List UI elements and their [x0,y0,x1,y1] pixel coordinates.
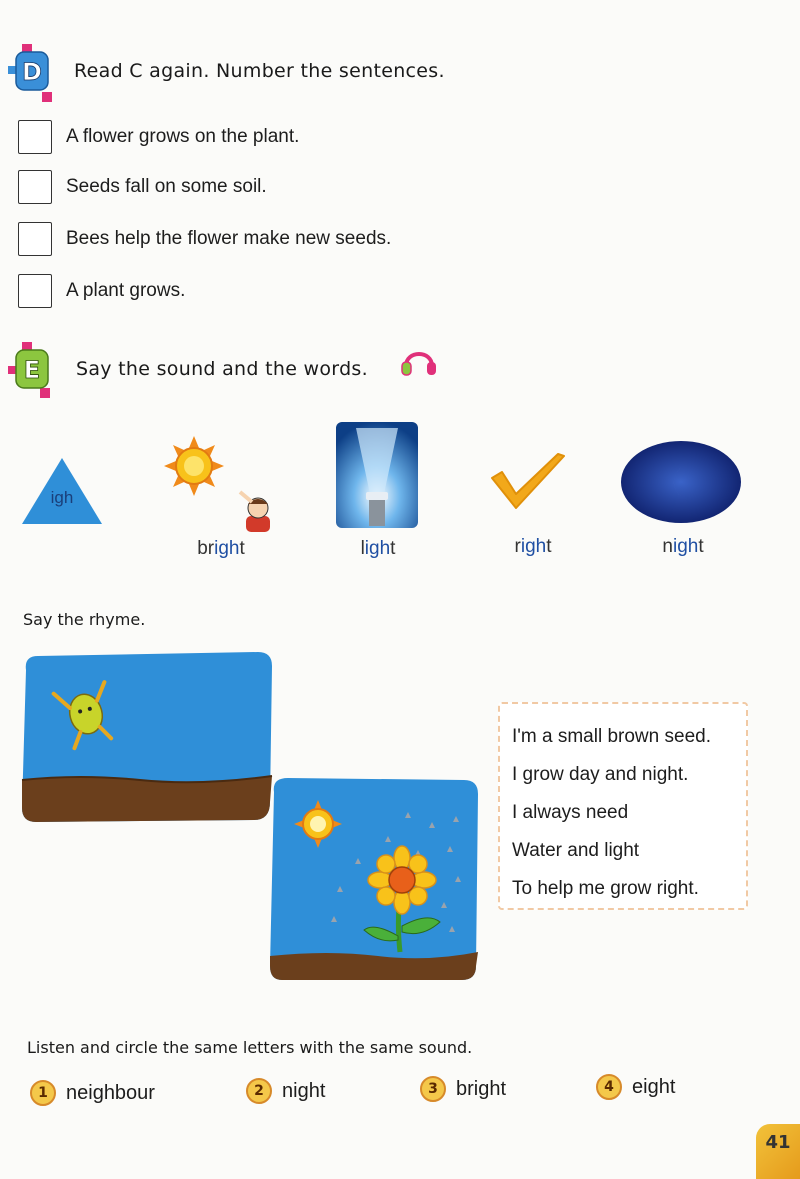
sentence-row [18,272,185,310]
word-light [318,538,438,560]
option-number-badge: 3 [420,1076,446,1102]
word-part: br [197,538,215,559]
flower-growing-picture [268,776,480,982]
listen-instruction: Listen and circle the same letters with the same sound. [27,1038,473,1057]
seed-falling-picture [20,652,274,824]
option-word: neighbour [66,1081,155,1104]
option-number-badge: 2 [246,1078,272,1104]
word-highlight: igh [672,536,699,557]
section-d-letter: D [22,58,42,86]
section-e-badge [8,342,52,400]
rhyme-line: Water and light [512,840,640,861]
sentence-text: Bees help the flower make new seeds. [66,228,392,249]
section-d-instruction: Read C again. Number the sentences. [74,60,445,82]
word-part: t [390,538,396,559]
check-mark-icon [488,450,568,514]
word-part: l [360,538,365,559]
sentence-row [18,118,299,156]
rhyme-card [498,702,748,910]
word-highlight: igh [214,538,240,559]
rhyme-line: I grow day and night. [512,764,689,785]
rhyme-line: To help me grow right. [512,878,699,899]
section-d-badge [8,44,52,102]
option-word: night [282,1079,326,1102]
word-part: t [239,538,245,559]
number-box[interactable] [18,222,52,256]
option-4[interactable] [596,1074,675,1100]
word-part: t [698,536,704,557]
word-bright [161,538,281,560]
rhyme-heading: Say the rhyme. [23,610,146,629]
number-box[interactable] [18,274,52,308]
word-part: n [662,536,673,557]
section-e-letter: E [23,356,41,384]
rhyme-line: I always need [512,802,629,823]
sentence-text: A plant grows. [66,280,186,301]
sentence-row [18,220,391,258]
option-1[interactable] [30,1080,155,1106]
moon-night-picture [620,440,742,524]
sentence-text: A flower grows on the plant. [66,126,300,147]
sentence-row [18,168,267,206]
word-night [623,536,743,558]
number-box[interactable] [18,120,52,154]
option-number-badge: 1 [30,1080,56,1106]
option-word: eight [632,1075,676,1098]
page-number: 41 [756,1124,800,1179]
word-part: r [514,536,521,557]
word-part: t [546,536,552,557]
headphones-icon[interactable] [400,344,438,378]
word-highlight: igh [364,538,391,559]
option-3[interactable] [420,1076,506,1102]
rhyme-line: I'm a small brown seed. [512,726,711,747]
option-number-badge: 4 [596,1074,622,1100]
sound-label: igh [50,488,74,507]
option-2[interactable] [246,1078,325,1104]
number-box[interactable] [18,170,52,204]
option-word: bright [456,1077,507,1100]
bright-sun-picture [162,434,280,534]
word-right [473,536,593,558]
word-highlight: igh [520,536,547,557]
sentence-text: Seeds fall on some soil. [66,176,267,197]
section-e-instruction: Say the sound and the words. [76,358,368,380]
torch-light-picture [336,422,418,528]
